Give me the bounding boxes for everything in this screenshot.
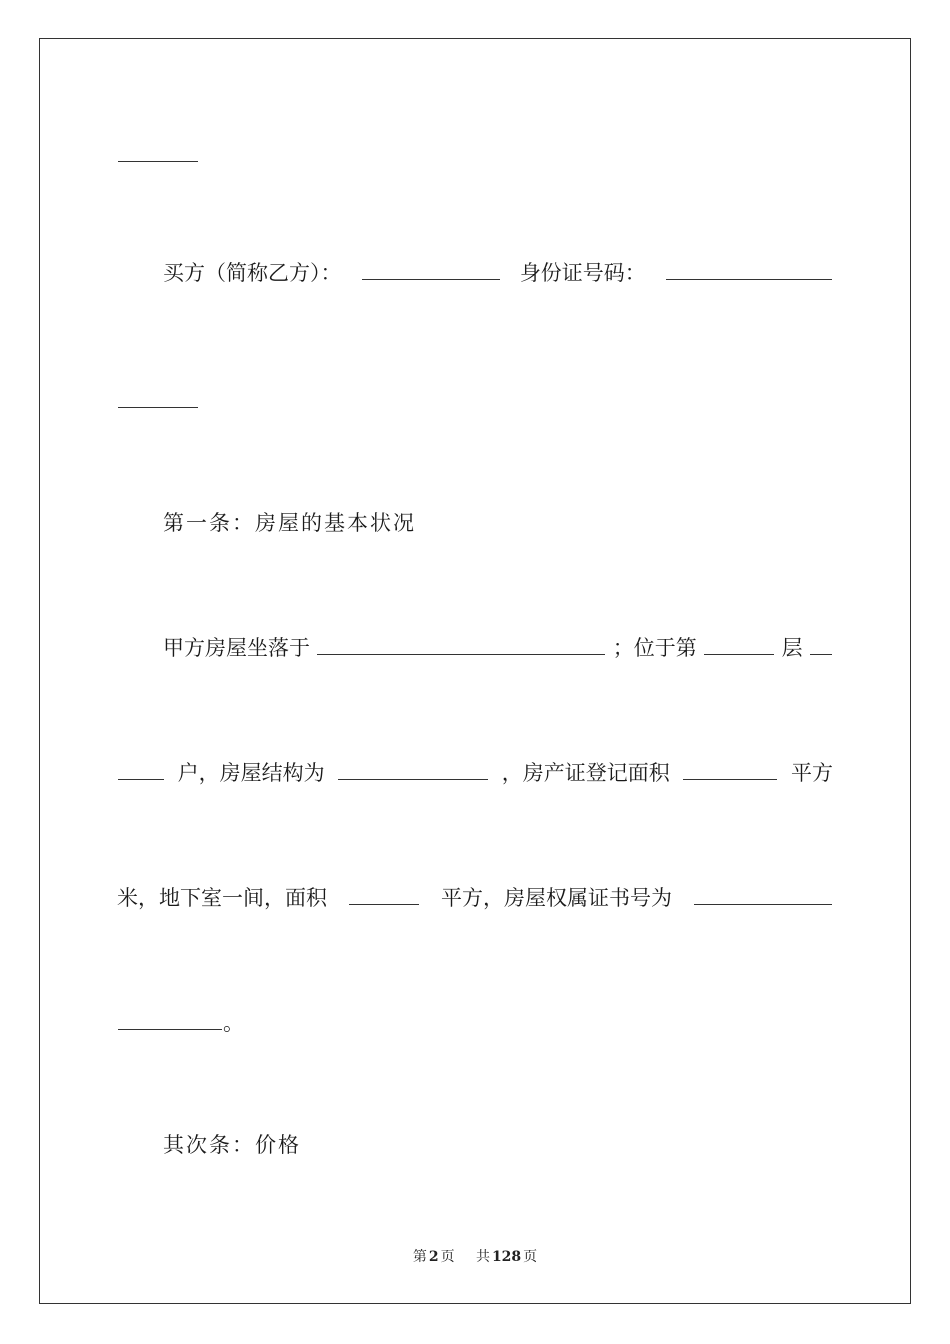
page-indicator <box>411 1249 457 1265</box>
area-label: ，房产证登记面积 <box>501 761 670 785</box>
total-pages: 128 <box>491 1249 522 1265</box>
floor-blank[interactable] <box>704 634 774 655</box>
area-blank[interactable] <box>683 759 777 780</box>
structure-label: 户，房屋结构为 <box>177 761 325 785</box>
location-line <box>163 633 833 663</box>
article-2-title <box>163 1130 833 1160</box>
total-indicator <box>474 1249 539 1265</box>
certificate-label: 平方，房屋权属证书号为 <box>441 886 672 910</box>
floor-label: ；位于第 <box>612 636 697 660</box>
continuation-line-2 <box>117 386 833 416</box>
total-prefix: 共 <box>475 1249 490 1265</box>
page-prefix: 第 <box>412 1249 427 1265</box>
article-1-title <box>163 508 833 538</box>
unit-blank[interactable] <box>810 634 832 655</box>
unit-blank-cont[interactable] <box>118 759 164 780</box>
page-number: 2 <box>428 1249 439 1265</box>
article-1-text: 第一条：房屋的基本状况 <box>163 511 416 535</box>
certificate-blank[interactable] <box>694 884 832 905</box>
buyer-name-blank[interactable] <box>362 259 500 280</box>
continuation-line-3 <box>117 1008 833 1038</box>
page-suffix: 页 <box>440 1249 455 1265</box>
id-number-blank-cont[interactable] <box>118 387 198 408</box>
structure-blank[interactable] <box>338 759 488 780</box>
location-blank[interactable] <box>317 634 605 655</box>
period: 。 <box>223 1011 246 1035</box>
total-suffix: 页 <box>523 1249 538 1265</box>
page-footer <box>0 1246 950 1266</box>
square-label: 平方 <box>790 761 833 785</box>
location-label: 甲方房屋坐落于 <box>163 636 310 660</box>
basement-area-blank[interactable] <box>349 884 419 905</box>
basement-label: 米，地下室一间，面积 <box>117 886 327 910</box>
storey-label: 层 <box>781 636 803 660</box>
id-number-blank[interactable] <box>666 259 832 280</box>
continuation-line-1 <box>117 140 833 170</box>
id-label: 身份证号码： <box>519 261 646 285</box>
basement-line <box>117 883 833 913</box>
article-2-text: 其次条：价格 <box>163 1133 301 1157</box>
blank-field[interactable] <box>118 141 198 162</box>
buyer-line <box>163 258 833 288</box>
structure-line <box>117 758 833 788</box>
page-border <box>39 38 911 1304</box>
certificate-blank-cont[interactable] <box>118 1009 222 1030</box>
buyer-label: 买方（简称乙方）： <box>163 261 342 285</box>
